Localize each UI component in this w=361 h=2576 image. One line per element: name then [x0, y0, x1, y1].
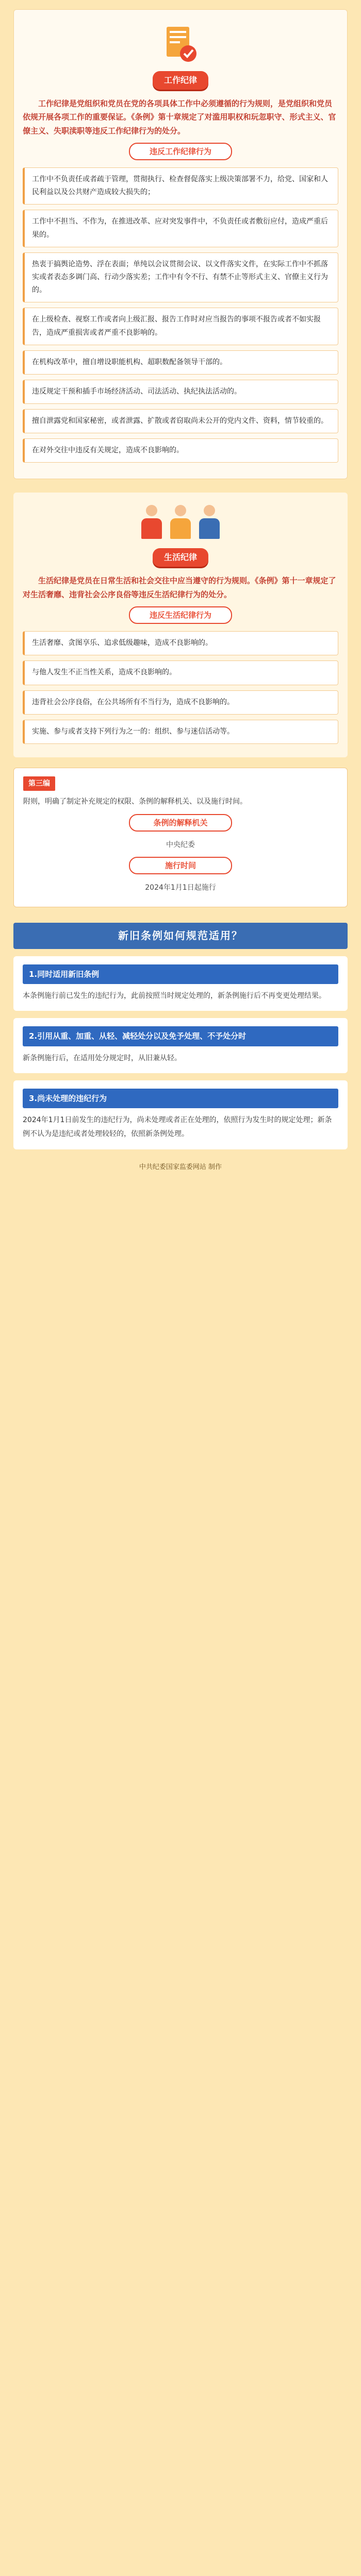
rule-card — [13, 1018, 348, 1073]
rule-card — [13, 956, 348, 1011]
footer: 中共纪委国家监委网站 制作 — [139, 1163, 222, 1171]
supplementary-text: 附则，明确了制定补充规定的权限、条例的解释机关、以及施行时间。 — [23, 798, 247, 806]
interpret-org: 中央纪委 — [166, 841, 195, 850]
list-item: 在机构改革中，擅自增设职能机构、超职数配备领导干部的。 — [23, 350, 338, 375]
rule-card-text: 2024年1月1日前发生的违纪行为，尚未处理或者正在处理的，依照行为发生时的规定处理；新条例不认为是违纪或者处理较轻的，依照新条例处理。 — [23, 1116, 332, 1139]
document-check-icon — [157, 22, 204, 68]
rule-card-text: 新条例施行后，在适用处分规定时，从旧兼从轻。 — [23, 1054, 182, 1062]
work-intro: 工作纪律是党组织和党员在党的各项具体工作中必须遵循的行为规则，是党组织和党员依规开展各项工作的重要保证。《条例》第十章规定了对滥用职权和玩忽职守、形式主义、官僚主义、失职渎职等违反工作纪律行为的处分。 — [23, 99, 336, 135]
person-icon — [198, 505, 221, 541]
rule-card-head: 2.引用从重、加重、从轻、减轻处分以及免予处理、不予处分时 — [23, 1026, 338, 1046]
work-section-title: 工作纪律 — [153, 71, 208, 90]
life-discipline-card — [13, 493, 348, 757]
supplementary-tag: 第三编 — [23, 776, 55, 791]
people-illustration — [23, 505, 338, 541]
list-item: 在上级检查、视察工作或者向上级汇报、报告工作时对应当报告的事项不报告或者不如实报告，造成严重损害或者严重不良影响的。 — [23, 308, 338, 345]
interpret-org-label: 条例的解释机关 — [129, 814, 232, 832]
life-section-title: 生活纪律 — [153, 548, 208, 567]
rule-card-head: 1.同时适用新旧条例 — [23, 964, 338, 984]
rule-card-head: 3.尚未处理的违纪行为 — [23, 1089, 338, 1108]
work-section-head — [23, 22, 338, 90]
interpret-time: 2024年1月1日起施行 — [145, 884, 216, 892]
person-icon — [140, 505, 163, 541]
rule-card — [13, 1080, 348, 1149]
interpret-time-label: 施行时间 — [129, 857, 232, 874]
new-rules-title: 新旧条例如何规范适用？ — [13, 923, 348, 949]
list-item: 擅自泄露党和国家秘密，或者泄露、扩散或者窃取尚未公开的党内文件、资料，情节较重的。 — [23, 409, 338, 433]
work-sub-title: 违反工作纪律行为 — [129, 143, 232, 160]
person-icon — [169, 505, 192, 541]
list-item: 工作中不负责任或者疏于管理，贯彻执行、检查督促落实上级决策部署不力，给党、国家和人民利益以及公共财产造成较大损失的； — [23, 167, 338, 205]
life-section-head — [23, 545, 338, 567]
page — [0, 0, 361, 1189]
list-item: 生活奢靡、贪图享乐、追求低级趣味，造成不良影响的。 — [23, 631, 338, 655]
list-item: 在对外交往中违反有关规定，造成不良影响的。 — [23, 438, 338, 463]
list-item: 热衷于搞舆论造势、浮在表面；单纯以会议贯彻会议、以文件落实文件，在实际工作中不抓落实或者表态多调门高、行动少落实差；工作中有令不行、有禁不止等形式主义、官僚主义行为的。 — [23, 252, 338, 303]
life-intro: 生活纪律是党员在日常生活和社会交往中应当遵守的行为规则。《条例》第十一章规定了对生活奢靡、违背社会公序良俗等违反生活纪律行为的处分。 — [23, 576, 336, 599]
rule-card-text: 本条例施行前已发生的违纪行为，此前按照当时规定处理的，新条例施行后不再变更处理结果。 — [23, 991, 326, 1000]
work-discipline-card — [13, 9, 348, 479]
list-item: 违背社会公序良俗，在公共场所有不当行为，造成不良影响的。 — [23, 690, 338, 715]
list-item: 实施、参与或者支持下列行为之一的：组织、参与迷信活动等。 — [23, 720, 338, 744]
supplementary-card — [13, 768, 348, 907]
list-item: 与他人发生不正当性关系，造成不良影响的。 — [23, 660, 338, 685]
list-item: 违反规定干预和插手市场经济活动、司法活动、执纪执法活动的。 — [23, 380, 338, 404]
list-item: 工作中不担当、不作为，在推进改革、应对突发事件中，不负责任或者敷衍应付，造成严重后果的。 — [23, 210, 338, 247]
life-sub-title: 违反生活纪律行为 — [129, 606, 232, 624]
